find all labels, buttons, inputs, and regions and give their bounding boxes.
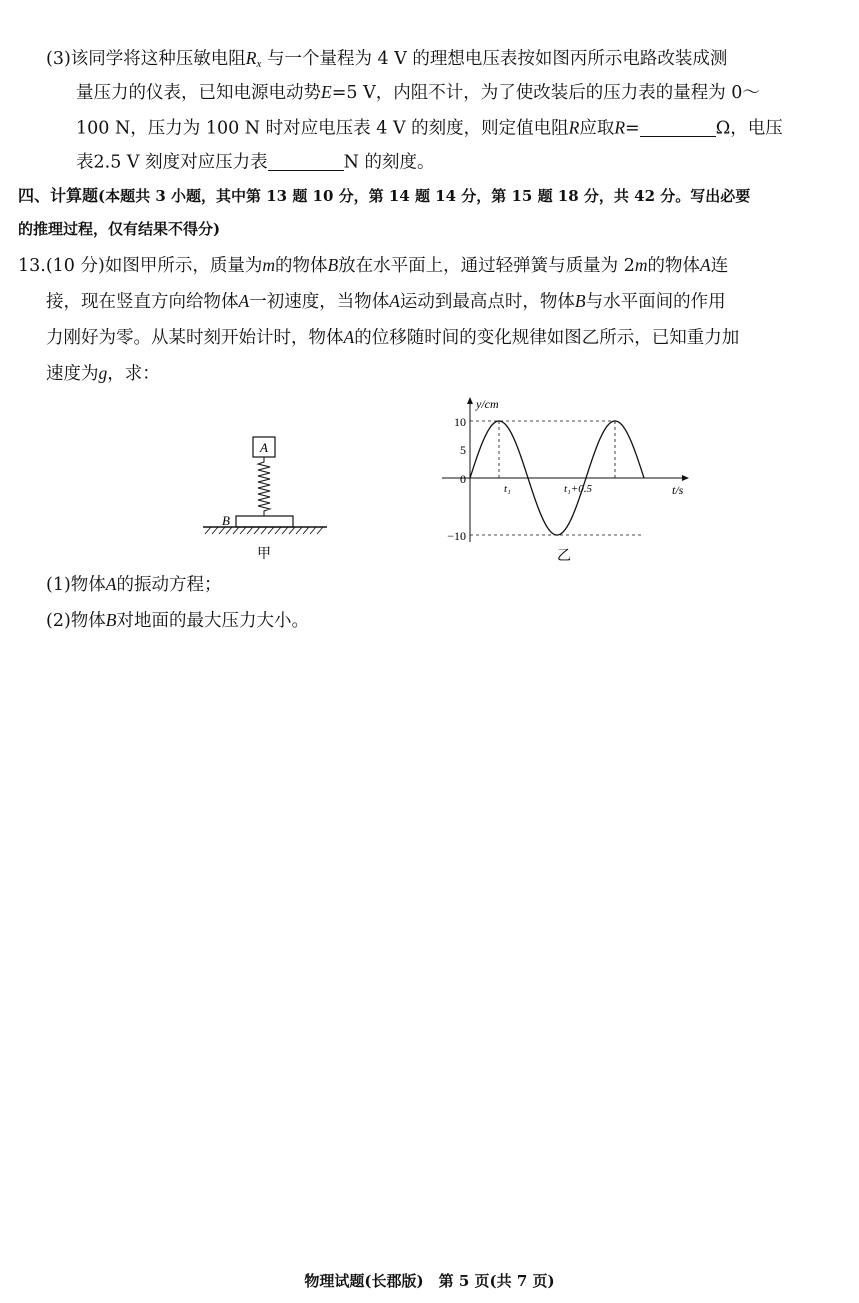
ground-hatch (205, 527, 323, 534)
figure-yi-chart (430, 392, 700, 564)
q13-sub-2: (2)物体B对地面的最大压力大小。 (46, 610, 309, 631)
x-axis-label: t/s (672, 483, 684, 497)
q13-line-3: 力刚好为零。从某时刻开始计时，物体A的位移随时间的变化规律如图乙所示，已知重力加 (46, 327, 740, 348)
q3-line-3: 100 N，压力为 100 N 时对应电压表 4 V 的刻度，则定值电阻R应取R= Ω，电压 (76, 117, 783, 139)
q13-line-1: 13.(10 分)如图甲所示，质量为m的物体B放在水平面上，通过轻弹簧与质量为 2m的物体A连 (18, 255, 729, 276)
y-tick-10: 10 (454, 415, 466, 429)
q3-line-2: 量压力的仪表，已知电源电动势E=5 V，内阻不计，为了使改装后的压力表的量程为 0～ (76, 82, 760, 103)
block-b (236, 516, 293, 527)
x-tick-t1: t₁ (504, 483, 511, 495)
page-footer: 物理试题(长郡版) 第 5 页(共 7 页) (304, 1272, 555, 1290)
answer-blank-r[interactable] (640, 118, 716, 137)
q3-line-4: 表2.5 V 刻度对应压力表 N 的刻度。 (76, 152, 435, 173)
spring (258, 457, 270, 516)
q13-sub-1: (1)物体A的振动方程； (46, 574, 222, 595)
q13-line-4: 速度为g，求： (46, 363, 160, 384)
y-axis-label: y/cm (476, 397, 499, 411)
label-a: A (260, 440, 268, 455)
figure-jia (195, 430, 340, 565)
label-b: B (222, 513, 230, 528)
caption-yi: 乙 (557, 548, 571, 564)
section-note: 的推理过程，仅有结果不得分) (18, 220, 221, 238)
section-heading: 四、计算题(本题共 3 小题，其中第 13 题 10 分，第 14 题 14 分，第 15 题 18 分，共 42 分。写出必要 (18, 186, 751, 205)
caption-jia: 甲 (257, 546, 271, 562)
x-tick-t1-plus-half: t₁+0.5 (564, 483, 593, 495)
y-tick-0: 0 (460, 472, 466, 486)
y-tick-5: 5 (460, 443, 466, 457)
q13-line-2: 接，现在竖直方向给物体A一初速度，当物体A运动到最高点时，物体B与水平面间的作用 (46, 291, 726, 312)
q3-line-1: (3)该同学将这种压敏电阻$R_x$ 与一个量程为 4 V 的理想电压表按如图丙所示电路改装成测 (46, 48, 728, 70)
answer-blank-n[interactable] (268, 152, 344, 171)
y-tick-neg10: −10 (447, 529, 466, 543)
